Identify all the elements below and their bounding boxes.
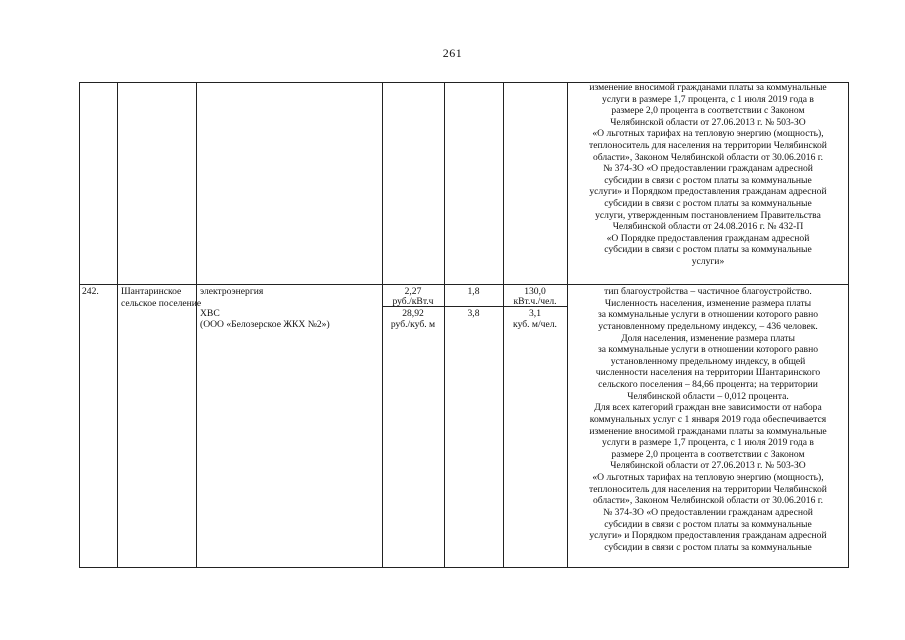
- description-line: услуги»: [691, 255, 725, 267]
- description-line: услуги в размере 1,7 процента, с 1 июля 2019 года в: [602, 93, 814, 105]
- tariff-value: 28,92: [402, 308, 424, 319]
- description-line: области», Законом Челябинской области от 30.06.2016 г.: [592, 151, 824, 163]
- description-line: Челябинской области от 27.06.2013 г. № 503-ЗО: [610, 116, 806, 128]
- norm-unit: куб. м/чел.: [513, 319, 557, 330]
- description-line: за коммунальные услуги в отношении которого равно: [597, 309, 819, 321]
- description-line: субсидии в связи с ростом платы за коммунальные: [604, 518, 812, 530]
- description-line: услуги» и Порядком предоставления гражданам адресной: [589, 186, 827, 198]
- tariff-unit: руб./кВт.ч: [392, 296, 434, 307]
- description-line: сельского поселения – 84,66 процента; на территории: [598, 379, 818, 390]
- description-line: «О Порядке предоставления гражданам адресной: [606, 232, 810, 244]
- col-border: [196, 82, 197, 568]
- description-line: Доля населения, изменение размера платы: [621, 332, 795, 344]
- description-line: изменение вносимой гражданами платы за коммунальные: [589, 425, 827, 437]
- row-number: 242.: [82, 286, 99, 297]
- tariff-unit: руб./куб. м: [390, 319, 436, 330]
- service-provider: (ООО «Белозерское ЖКХ №2»): [200, 319, 330, 330]
- description-line: субсидии в связи с ростом платы за коммунальные: [604, 244, 812, 256]
- top-row-description: [567, 82, 849, 268]
- description-line: «О льготных тарифах на тепловую энергию (мощность),: [592, 472, 824, 483]
- index-value: 1,8: [467, 286, 480, 297]
- description-line: размере 2,0 процента в соответствии с Законом: [611, 448, 805, 460]
- description-line: коммунальных услуг с 1 января 2019 года обеспечивается: [589, 413, 827, 425]
- description-line: области», Законом Челябинской области от 30.06.2016 г.: [592, 495, 824, 507]
- index-value: 3,8: [467, 308, 480, 319]
- service-name: электроэнергия: [200, 286, 264, 297]
- description-line: № 374-ЗО «О предоставлении гражданам адресной: [603, 163, 813, 175]
- settlement-name-line1: Шантаринское: [121, 286, 182, 297]
- description-line: № 374-ЗО «О предоставлении гражданам адресной: [603, 506, 813, 518]
- norm-value: 130,0: [524, 286, 546, 297]
- description-line: субсидии в связи с ростом платы за коммунальные: [604, 174, 812, 186]
- page-number: 261: [442, 46, 463, 60]
- norm-unit: кВт.ч./чел.: [513, 296, 557, 307]
- description-line: услуги» и Порядком предоставления гражданам адресной: [589, 530, 827, 542]
- description-line: установленному предельному индексу, – 436 человек.: [598, 320, 818, 332]
- col-border: [79, 82, 80, 568]
- description-line: Численность населения, изменение размера платы: [604, 297, 812, 309]
- description-line: субсидии в связи с ростом платы за коммунальные: [604, 541, 812, 553]
- description-line: Для всех категорий граждан вне зависимости от набора: [594, 402, 822, 414]
- row-242-description: [567, 286, 849, 553]
- description-line: численности населения на территории Шантаринского: [595, 367, 821, 379]
- settlement-name-line2: сельское поселение: [121, 298, 202, 309]
- tariff-table: [79, 82, 849, 568]
- row-divider: [79, 284, 849, 285]
- col-border: [117, 82, 118, 568]
- description-line: тип благоустройства – частичное благоустройство.: [604, 286, 812, 297]
- description-line: субсидии в связи с ростом платы за коммунальные: [604, 197, 812, 209]
- description-line: размере 2,0 процента в соответствии с Законом: [611, 105, 805, 117]
- description-line: за коммунальные услуги в отношении которого равно: [597, 344, 819, 356]
- description-line: услуги в размере 1,7 процента, с 1 июля 2019 года в: [602, 437, 814, 449]
- description-line: Челябинской области – 0,012 процента.: [627, 390, 789, 402]
- description-line: установленному предельному индексу, в общей: [610, 355, 806, 367]
- table-bottom-border: [79, 567, 849, 568]
- description-line: теплоноситель для населения на территории Челябинской: [589, 483, 827, 495]
- service-name: ХВС: [200, 308, 220, 319]
- norm-value: 3,1: [529, 308, 541, 319]
- description-line: услуги, утвержденным постановлением Правительства: [595, 209, 821, 221]
- description-line: изменение вносимой гражданами платы за коммунальные: [589, 82, 827, 93]
- description-line: Челябинской области от 27.06.2013 г. № 503-ЗО: [610, 460, 806, 472]
- tariff-value: 2,27: [404, 286, 422, 297]
- col-border: [444, 82, 445, 568]
- description-line: «О льготных тарифах на тепловую энергию (мощность),: [592, 128, 824, 140]
- description-line: теплоноситель для населения на территории Челябинской: [589, 139, 827, 151]
- description-line: Челябинской области от 24.08.2016 г. № 432-П: [612, 221, 804, 233]
